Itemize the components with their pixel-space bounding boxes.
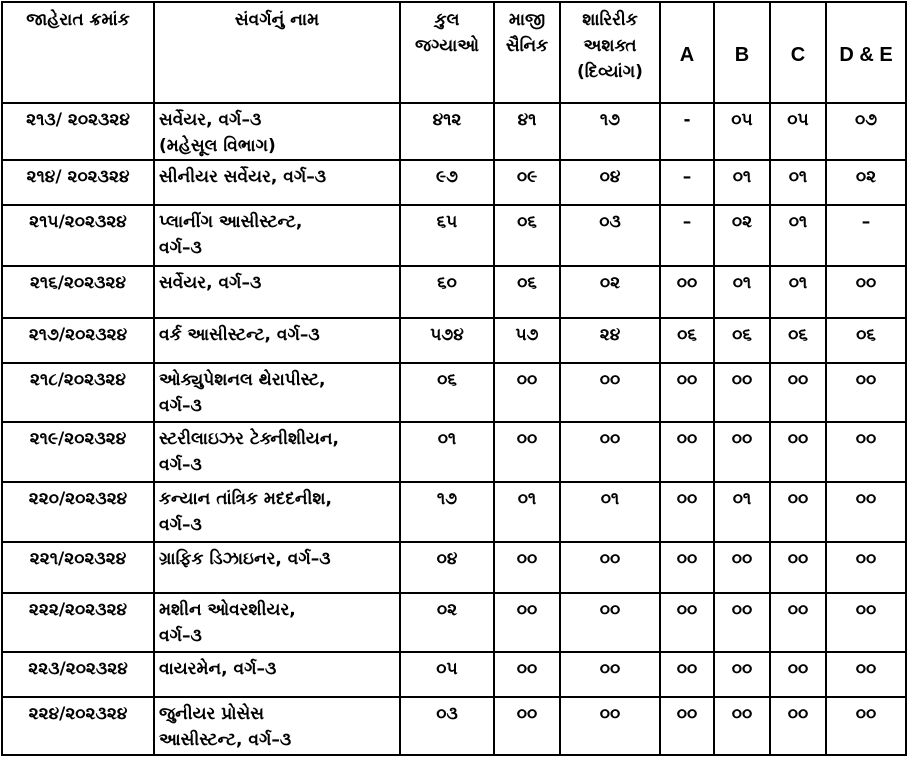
category-c-cell: ૦૦	[770, 422, 826, 482]
total-posts-cell: ૦૧	[400, 422, 494, 482]
cadre-name-line: વર્ગ–૩	[159, 238, 202, 258]
ex-serviceman-cell: ૦૦	[494, 363, 560, 422]
category-b-cell: ૦૦	[714, 652, 770, 697]
category-de-cell: ૦૨	[826, 160, 906, 205]
table-row	[2, 363, 906, 422]
category-c-cell: ૦૦	[770, 542, 826, 593]
category-b-cell: ૦૦	[714, 697, 770, 755]
category-de-cell: ૦૭	[826, 103, 906, 160]
table-row	[2, 482, 906, 542]
category-de-cell: ૦૦	[826, 697, 906, 755]
category-a-cell: ૦૦	[660, 482, 714, 542]
cadre-name-line: વર્ક આસીસ્ટન્ટ, વર્ગ–૩	[159, 325, 320, 345]
ex-serviceman-cell: ૦૦	[494, 697, 560, 755]
header-dis-line-1: શારિરીક	[582, 10, 638, 30]
table-row	[2, 542, 906, 593]
cadre-name-cell	[154, 266, 400, 318]
category-de-cell: ૦૦	[826, 593, 906, 652]
adv-number-cell: ૨૧૫/૨૦૨૩૨૪	[2, 205, 154, 266]
cadre-name-line: વર્ગ–૩	[159, 626, 202, 646]
table-row	[2, 160, 906, 205]
category-a-cell: ૦૦	[660, 266, 714, 318]
cadre-name-cell	[154, 482, 400, 542]
cadre-name-line: સર્વેયર, વર્ગ–૩	[159, 273, 262, 293]
cadre-name-cell	[154, 422, 400, 482]
cadre-name-line: સર્વેયર, વર્ગ–૩	[159, 110, 262, 130]
header-row	[2, 2, 906, 103]
cadre-name-line: સીનીયર સર્વેયર, વર્ગ–૩	[159, 167, 327, 187]
cadre-name-line: (મહેસૂલ વિભાગ)	[159, 136, 276, 156]
category-c-cell: ૦૫	[770, 103, 826, 160]
category-de-cell: ૦૦	[826, 363, 906, 422]
header-b: B	[714, 2, 770, 103]
ex-serviceman-cell: ૦૬	[494, 266, 560, 318]
total-posts-cell: ૬૫	[400, 205, 494, 266]
header-ex-line-2: સૈનિક	[505, 36, 549, 56]
total-posts-cell: ૦૪	[400, 542, 494, 593]
recruitment-table	[1, 1, 907, 756]
adv-number-cell: ૨૨૦/૨૦૨૩૨૪	[2, 482, 154, 542]
category-a-cell: ૦૦	[660, 593, 714, 652]
category-b-cell: ૦૦	[714, 542, 770, 593]
category-a-cell: ૦૬	[660, 318, 714, 363]
category-b-cell: ૦૦	[714, 593, 770, 652]
disabled-cell: ૦૦	[560, 593, 660, 652]
cadre-name-line: ગ્રાફિક ડિઝાઇનર, વર્ગ–૩	[159, 549, 331, 569]
table-row	[2, 318, 906, 363]
cadre-name-cell	[154, 697, 400, 755]
category-a-cell: ૦૦	[660, 363, 714, 422]
category-b-cell: ૦૧	[714, 266, 770, 318]
ex-serviceman-cell: ૦૯	[494, 160, 560, 205]
ex-serviceman-cell: ૦૦	[494, 652, 560, 697]
ex-serviceman-cell: ૦૦	[494, 542, 560, 593]
header-adv-no: જાહેરાત ક્રમાંક	[2, 2, 154, 103]
category-de-cell: ૦૦	[826, 542, 906, 593]
cadre-name-line: વર્ગ–૩	[159, 396, 202, 416]
category-de-cell: –	[826, 205, 906, 266]
table-body	[2, 103, 906, 755]
category-c-cell: ૦૧	[770, 160, 826, 205]
category-b-cell: ૦૧	[714, 160, 770, 205]
header-ex-serviceman	[494, 2, 560, 103]
cadre-name-line: વર્ગ–૩	[159, 515, 202, 535]
total-posts-cell: ૧૭	[400, 482, 494, 542]
cadre-name-line: વાયરમેન, વર્ગ–૩	[159, 659, 277, 679]
disabled-cell: ૦૦	[560, 363, 660, 422]
header-ex-line-1: માજી	[508, 10, 546, 30]
category-c-cell: ૦૦	[770, 652, 826, 697]
cadre-name-cell	[154, 593, 400, 652]
disabled-cell: ૦૨	[560, 266, 660, 318]
total-posts-cell: ૯૭	[400, 160, 494, 205]
ex-serviceman-cell: ૦૦	[494, 422, 560, 482]
category-de-cell: ૦૦	[826, 652, 906, 697]
ex-serviceman-cell: ૫૭	[494, 318, 560, 363]
header-total-line-1: કુલ	[434, 10, 460, 30]
category-c-cell: ૦૧	[770, 266, 826, 318]
header-a: A	[660, 2, 714, 103]
disabled-cell: ૦૦	[560, 697, 660, 755]
cadre-name-line: આસીસ્ટન્ટ, વર્ગ–૩	[159, 730, 292, 750]
category-a-cell: ૦૦	[660, 542, 714, 593]
disabled-cell: ૦૦	[560, 652, 660, 697]
category-de-cell: ૦૦	[826, 422, 906, 482]
header-cadre-name: સંવર્ગનું નામ	[154, 2, 400, 103]
header-total-line-2: જગ્યાઓ	[415, 36, 479, 56]
category-a-cell: ૦૦	[660, 652, 714, 697]
disabled-cell: ૨૪	[560, 318, 660, 363]
category-c-cell: ૦૬	[770, 318, 826, 363]
category-b-cell: ૦૫	[714, 103, 770, 160]
category-b-cell: ૦૧	[714, 482, 770, 542]
adv-number-cell: ૨૧૩/ ૨૦૨૩૨૪	[2, 103, 154, 160]
disabled-cell: ૦૩	[560, 205, 660, 266]
disabled-cell: ૧૭	[560, 103, 660, 160]
category-c-cell: ૦૦	[770, 482, 826, 542]
category-a-cell: ૦૦	[660, 422, 714, 482]
table-row	[2, 652, 906, 697]
category-a-cell: ૦૦	[660, 697, 714, 755]
table-row	[2, 593, 906, 652]
header-disabled	[560, 2, 660, 103]
table-row	[2, 422, 906, 482]
header-dis-line-2: અશક્ત	[583, 36, 637, 56]
total-posts-cell: ૪૧૨	[400, 103, 494, 160]
table-row	[2, 103, 906, 160]
total-posts-cell: ૦૫	[400, 652, 494, 697]
cadre-name-cell	[154, 542, 400, 593]
category-de-cell: ૦૦	[826, 266, 906, 318]
cadre-name-cell	[154, 160, 400, 205]
adv-number-cell: ૨૧૮/૨૦૨૩૨૪	[2, 363, 154, 422]
header-total-posts	[400, 2, 494, 103]
category-a-cell: –	[660, 205, 714, 266]
total-posts-cell: ૦૨	[400, 593, 494, 652]
header-dis-line-3: (દિવ્યાંગ)	[577, 62, 643, 82]
category-a-cell: –	[660, 160, 714, 205]
cadre-name-cell	[154, 652, 400, 697]
cadre-name-line: ઓક્યુપેશનલ થેરાપીસ્ટ,	[159, 370, 326, 390]
category-b-cell: ૦૦	[714, 363, 770, 422]
cadre-name-cell	[154, 363, 400, 422]
cadre-name-line: જુનીયર પ્રોસેસ	[159, 704, 265, 724]
header-d-e: D & E	[826, 2, 906, 103]
cadre-name-cell	[154, 103, 400, 160]
disabled-cell: ૦૦	[560, 542, 660, 593]
disabled-cell: ૦૪	[560, 160, 660, 205]
cadre-name-line: પ્લાનીંગ આસીસ્ટન્ટ,	[159, 212, 303, 232]
total-posts-cell: ૦૬	[400, 363, 494, 422]
adv-number-cell: ૨૨૩/૨૦૨૩૨૪	[2, 652, 154, 697]
cadre-name-line: કન્યાન તાંત્રિક મદદનીશ,	[159, 489, 332, 509]
table-row	[2, 266, 906, 318]
ex-serviceman-cell: ૦૧	[494, 482, 560, 542]
ex-serviceman-cell: ૦૦	[494, 593, 560, 652]
ex-serviceman-cell: ૦૬	[494, 205, 560, 266]
category-c-cell: ૦૦	[770, 697, 826, 755]
header-c: C	[770, 2, 826, 103]
category-c-cell: ૦૧	[770, 205, 826, 266]
category-c-cell: ૦૦	[770, 363, 826, 422]
category-b-cell: ૦૦	[714, 422, 770, 482]
adv-number-cell: ૨૧૯/૨૦૨૩૨૪	[2, 422, 154, 482]
cadre-name-line: સ્ટરીલાઇઝર ટેક્નીશીયન,	[159, 429, 339, 449]
adv-number-cell: ૨૧૬/૨૦૨૩૨૪	[2, 266, 154, 318]
category-b-cell: ૦૬	[714, 318, 770, 363]
adv-number-cell: ૨૨૧/૨૦૨૩૨૪	[2, 542, 154, 593]
disabled-cell: ૦૧	[560, 482, 660, 542]
category-c-cell: ૦૦	[770, 593, 826, 652]
disabled-cell: ૦૦	[560, 422, 660, 482]
adv-number-cell: ૨૧૭/૨૦૨૩૨૪	[2, 318, 154, 363]
table-row	[2, 205, 906, 266]
category-de-cell: ૦૦	[826, 482, 906, 542]
adv-number-cell: ૨૨૪/૨૦૨૩૨૪	[2, 697, 154, 755]
cadre-name-cell	[154, 318, 400, 363]
adv-number-cell: ૨૨૨/૨૦૨૩૨૪	[2, 593, 154, 652]
category-de-cell: ૦૬	[826, 318, 906, 363]
ex-serviceman-cell: ૪૧	[494, 103, 560, 160]
total-posts-cell: ૦૩	[400, 697, 494, 755]
cadre-name-line: વર્ગ–૩	[159, 455, 202, 475]
category-a-cell: -	[660, 103, 714, 160]
total-posts-cell: ૬૦	[400, 266, 494, 318]
adv-number-cell: ૨૧૪/ ૨૦૨૩૨૪	[2, 160, 154, 205]
cadre-name-line: મશીન ઓવરશીયર,	[159, 600, 296, 620]
table-row	[2, 697, 906, 755]
cadre-name-cell	[154, 205, 400, 266]
category-b-cell: ૦૨	[714, 205, 770, 266]
total-posts-cell: ૫૭૪	[400, 318, 494, 363]
